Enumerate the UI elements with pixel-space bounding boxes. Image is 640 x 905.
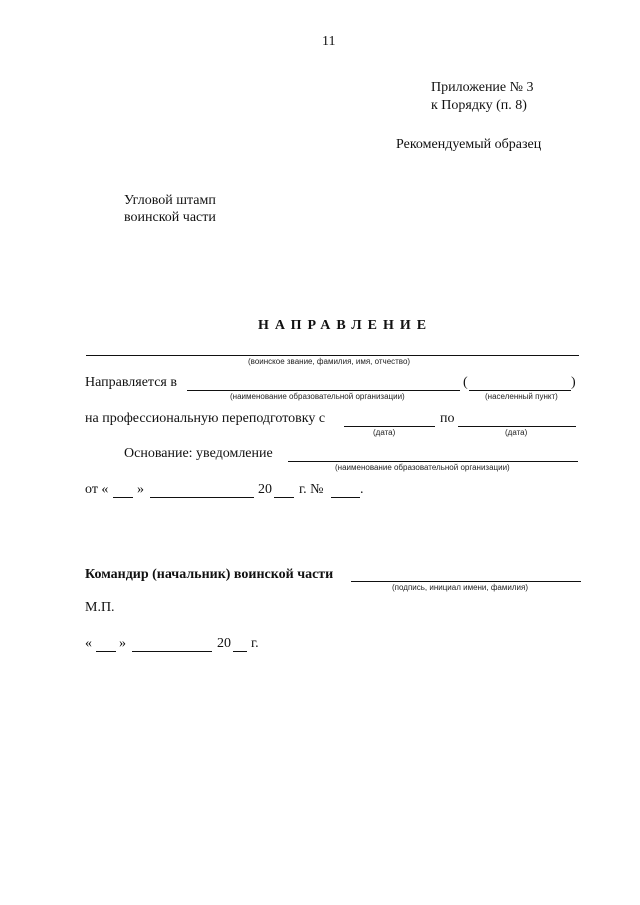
order-reference: к Порядку (п. 8) xyxy=(431,98,527,113)
date-close-quote: » xyxy=(119,636,126,651)
number-line[interactable] xyxy=(331,497,360,498)
number-label: г. № xyxy=(299,482,324,497)
stamp-line-1: Угловой штамп xyxy=(124,193,216,208)
sign-day-line[interactable] xyxy=(96,651,116,652)
settlement-caption: (населенный пункт) xyxy=(485,392,558,401)
close-paren: ) xyxy=(571,375,576,390)
sign-year-suffix: г. xyxy=(251,636,259,651)
quote-close: » xyxy=(137,482,144,497)
appendix-label: Приложение № 3 xyxy=(431,80,534,95)
sign-month-line[interactable] xyxy=(132,651,212,652)
retraining-label: на профессиональную переподготовку с xyxy=(85,411,326,426)
sign-year-prefix: 20 xyxy=(217,636,231,651)
date-to-line[interactable] xyxy=(458,426,576,427)
basis-label: Основание: уведомление xyxy=(124,446,273,461)
date-to-caption: (дата) xyxy=(505,428,528,437)
from-label: от « xyxy=(85,482,109,497)
sent-to-label: Направляется в xyxy=(85,375,177,390)
date-from-line[interactable] xyxy=(344,426,435,427)
year-line[interactable] xyxy=(274,497,294,498)
document-title: НАПРАВЛЕНИЕ xyxy=(258,318,433,333)
end-dot: . xyxy=(360,482,364,497)
settlement-line[interactable] xyxy=(469,390,571,391)
sample-note: Рекомендуемый образец xyxy=(396,137,542,152)
page-number: 11 xyxy=(322,34,336,49)
day-line[interactable] xyxy=(113,497,133,498)
sign-year-line[interactable] xyxy=(233,651,247,652)
signature-line[interactable] xyxy=(351,581,581,582)
organization-line[interactable] xyxy=(187,390,460,391)
commander-label: Командир (начальник) воинской части xyxy=(85,567,334,582)
date-open-quote: « xyxy=(85,636,92,651)
person-caption: (воинское звание, фамилия, имя, отчество) xyxy=(248,357,411,366)
seal-label: М.П. xyxy=(85,600,115,615)
stamp-line-2: воинской части xyxy=(124,210,216,225)
organization-caption: (наименование образовательной организации) xyxy=(230,392,405,401)
year-prefix: 20 xyxy=(258,482,272,497)
basis-org-line[interactable] xyxy=(288,461,578,462)
open-paren: ( xyxy=(463,375,468,390)
person-line[interactable] xyxy=(86,355,579,356)
to-label: по xyxy=(440,411,455,426)
signature-caption: (подпись, инициал имени, фамилия) xyxy=(392,583,528,592)
basis-caption: (наименование образовательной организации) xyxy=(335,463,510,472)
date-from-caption: (дата) xyxy=(373,428,396,437)
month-line[interactable] xyxy=(150,497,254,498)
